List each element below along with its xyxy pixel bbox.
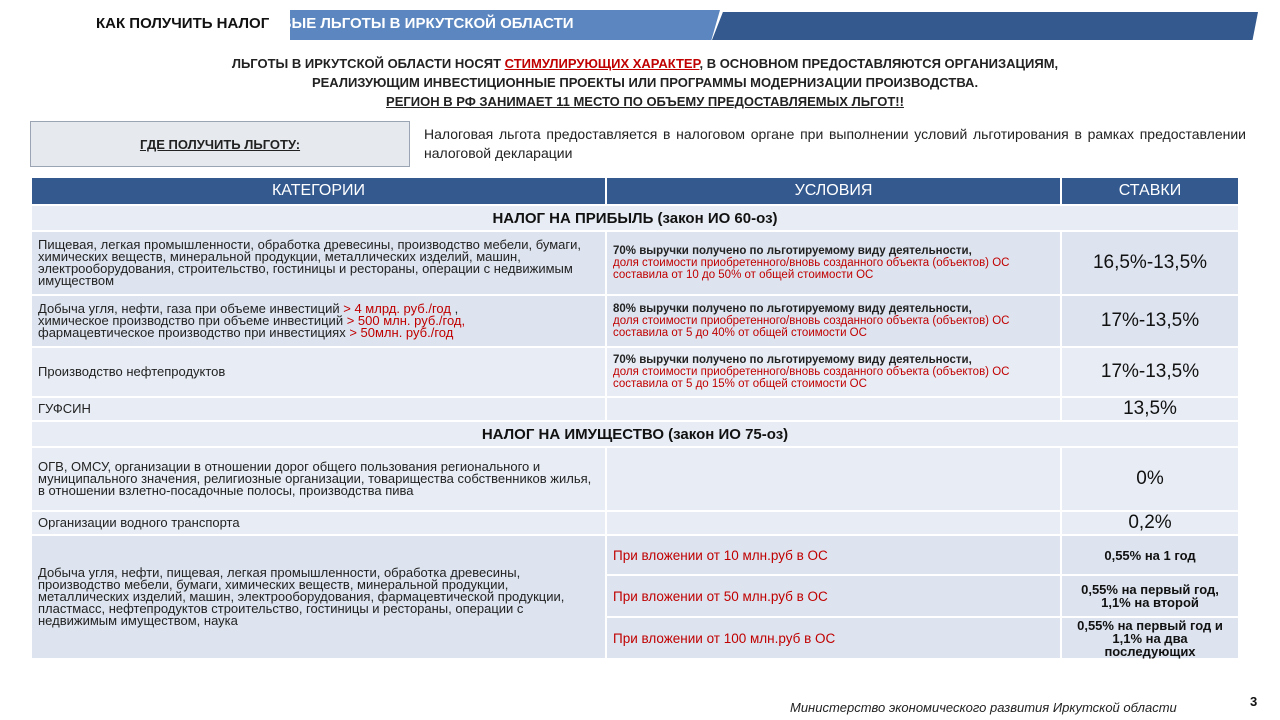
condition-cell-empty — [606, 511, 1061, 535]
header-categories: КАТЕГОРИИ — [31, 177, 606, 205]
condition-cell: При вложении от 100 млн.руб в ОС — [606, 617, 1061, 659]
rate-cell: 0,55% на 1 год — [1061, 535, 1239, 575]
rate-cell: 0,55% на первый год, 1,1% на второй — [1061, 575, 1239, 617]
header-rates: СТАВКИ — [1061, 177, 1239, 205]
rate-cell: 16,5%-13,5% — [1061, 231, 1239, 295]
page-number: 3 — [1250, 694, 1258, 709]
rate-cell: 17%-13,5% — [1061, 347, 1239, 397]
condition-cell: 70% выручки получено по льготируемому виду деятельности, доля стоимости приобретенного/вновь созданного объекта (объектов) ОС составила от 5 до 15% от общей стоимости ОС — [606, 347, 1061, 397]
category-cell: ОГВ, ОМСУ, организации в отношении дорог общего пользования регионального и муниципального значения, религиозные организации, товарищества собственников жилья, в отношении взлетно-посадочные полосы, производства пива — [31, 447, 606, 511]
category-cell: ГУФСИН — [31, 397, 606, 421]
intro-rank: РЕГИОН В РФ ЗАНИМАЕТ 11 МЕСТО ПО ОБЪЕМУ ПРЕДОСТАВЛЯЕМЫХ ЛЬГОТ!! — [386, 94, 904, 109]
category-cell: Организации водного транспорта — [31, 511, 606, 535]
intro-highlight: СТИМУЛИРУЮЩИХ ХАРАКТЕР — [504, 56, 700, 71]
category-cell: Пищевая, легкая промышленности, обработка древесины, производство мебели, бумаги, химических веществ, минеральной продукции, металлических изделий, машин, электрооборудования, строительство, гостиницы и рестораны, операции с недвижимым имуществом — [31, 231, 606, 295]
footer-ministry: Министерство экономического развития Иркутской области — [790, 700, 1177, 715]
condition-cell-empty — [606, 397, 1061, 421]
condition-cell: 70% выручки получено по льготируемому виду деятельности, доля стоимости приобретенного/вновь созданного объекта (объектов) ОС составила от 10 до 50% от общей стоимости ОС — [606, 231, 1061, 295]
page-title: КАК ПОЛУЧИТЬ НАЛОГОВЫЕ ЛЬГОТЫ В ИРКУТСКОЙ ОБЛАСТИ — [96, 15, 574, 32]
rate-cell: 0,2% — [1061, 511, 1239, 535]
header-conditions: УСЛОВИЯ — [606, 177, 1061, 205]
benefits-table — [30, 176, 1240, 660]
condition-cell: 80% выручки получено по льготируемому виду деятельности, доля стоимости приобретенного/вновь созданного объекта (объектов) ОС составила от 5 до 40% от общей стоимости ОС — [606, 295, 1061, 347]
where-label-box: ГДЕ ПОЛУЧИТЬ ЛЬГОТУ: — [30, 121, 410, 167]
rate-cell: 0,55% на первый год и 1,1% на два последующих — [1061, 617, 1239, 659]
rate-cell: 17%-13,5% — [1061, 295, 1239, 347]
category-cell: Производство нефтепродуктов — [31, 347, 606, 397]
category-cell: Добыча угля, нефти, газа при объеме инвестиций > 4 млрд. руб./год , химическое производство при объеме инвестиций > 500 млн. руб./год, фармацевтическое производство при инвестициях > 50млн. руб./год — [31, 295, 606, 347]
category-cell: Добыча угля, нефти, пищевая, легкая промышленности, обработка древесины, производство мебели, бумаги, химических веществ, минеральной продукции, металлических изделий, машин, электрооборудования, фармацевтической продукции, пластмасс, нефтепродуктов строительство, гостиницы и рестораны, операции с недвижимым имуществом, наука — [31, 535, 606, 659]
condition-cell: При вложении от 10 млн.руб в ОС — [606, 535, 1061, 575]
condition-cell-empty — [606, 447, 1061, 511]
condition-cell: При вложении от 50 млн.руб в ОС — [606, 575, 1061, 617]
title-banner-right — [712, 12, 1258, 40]
where-description: Налоговая льгота предоставляется в налоговом органе при выполнении условий льготирования в рамках предоставлении налоговой декларации — [424, 126, 1246, 161]
rate-cell: 13,5% — [1061, 397, 1239, 421]
section-profit-tax: НАЛОГ НА ПРИБЫЛЬ (закон ИО 60-оз) — [31, 205, 1239, 231]
rate-cell: 0% — [1061, 447, 1239, 511]
section-property-tax: НАЛОГ НА ИМУЩЕСТВО (закон ИО 75-оз) — [31, 421, 1239, 447]
intro-text: ЛЬГОТЫ В ИРКУТСКОЙ ОБЛАСТИ НОСЯТ СТИМУЛИРУЮЩИХ ХАРАКТЕР, В ОСНОВНОМ ПРЕДОСТАВЛЯЮТСЯ ОРГАНИЗАЦИЯМ, РЕАЛИЗУЮЩИМ ИНВЕСТИЦИОННЫЕ ПРОЕКТЫ ИЛИ ПРОГРАММЫ МОДЕРНИЗАЦИИ ПРОИЗВОДСТВА. РЕГИОН В РФ ЗАНИМАЕТ 11 МЕСТО ПО ОБЪЕМУ ПРЕДОСТАВЛЯЕМЫХ ЛЬГОТ!! — [60, 54, 1230, 111]
